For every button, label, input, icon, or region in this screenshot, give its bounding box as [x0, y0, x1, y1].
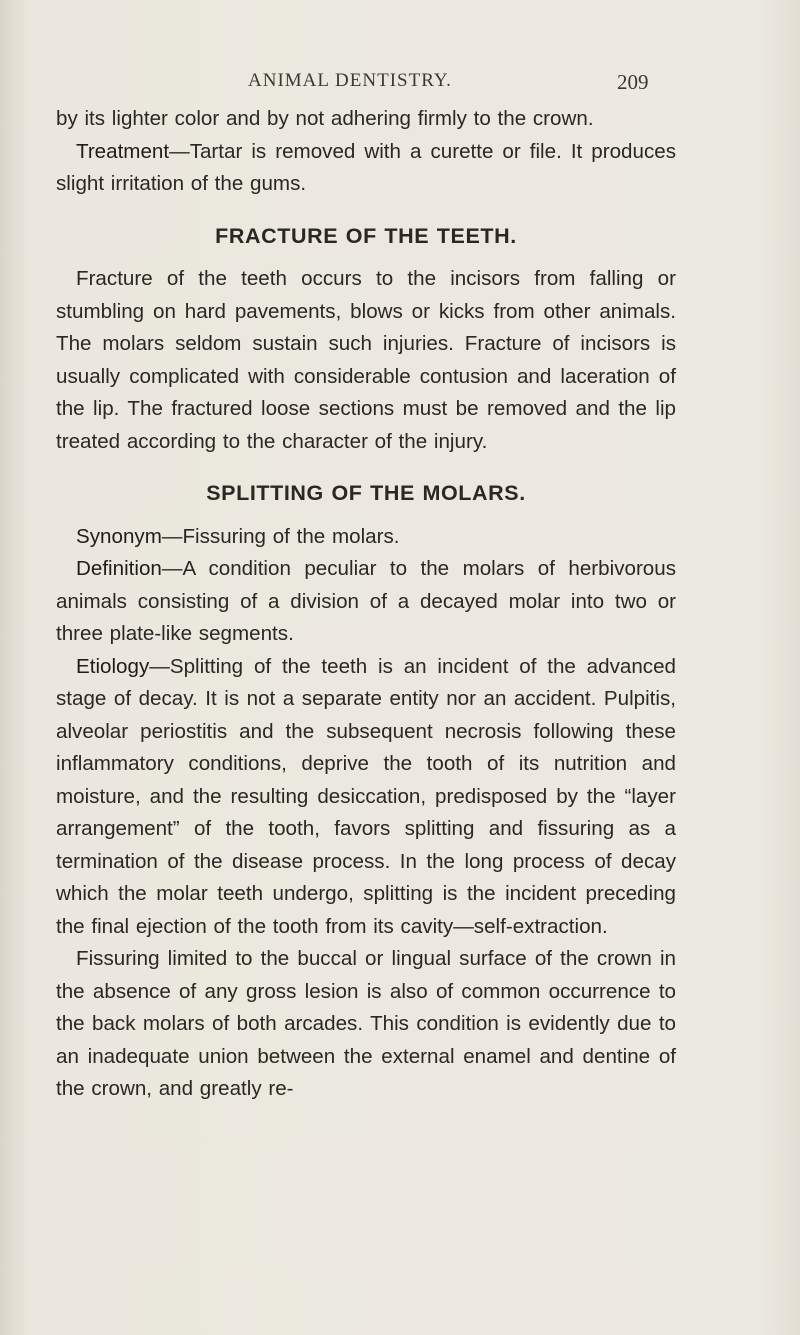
- page-number: 209: [617, 70, 649, 94]
- paragraph-fissuring: Fissuring limited to the buccal or lingual surface of the crown in the absence of any gross lesion is also of common occurrence to the back molars of both arcades. This condition is evidently due to an inadequate union between the external enamel and dentine of the crown, and greatly re-: [56, 947, 676, 1100]
- body-text: [56, 103, 676, 1106]
- paragraph-etiology: Etiology—Splitting of the teeth is an incident of the advanced stage of decay. It is not a separate entity nor an accident. Pulpitis, alveolar periostitis and the subsequent necrosis following these inflammatory conditions, deprive the tooth of its nutrition and moisture, and the resulting desiccation, predisposed by the “layer arrangement” of the tooth, favors splitting and fissuring as a termination of the disease process. In the long process of decay which the molar teeth undergo, splitting is the incident preceding the final ejection of the tooth from its cavity—self-extraction.: [56, 654, 676, 938]
- running-title: ANIMAL DENTISTRY.: [248, 70, 452, 91]
- paragraph-intro: by its lighter color and by not adhering firmly to the crown.: [56, 107, 594, 130]
- heading-fracture: FRACTURE OF THE TEETH.: [215, 223, 517, 248]
- synonym-label: Synonym: [76, 524, 162, 548]
- paragraph-fracture: Fracture of the teeth occurs to the incisors from falling or stumbling on hard pavements, blows or kicks from other animals. The molars seldom sustain such injuries. Fracture of incisors is usually complicated with considerable contusion and laceration of the lip. The fractured loose sections must be removed and the lip treated according to the character of the injury.: [56, 267, 676, 453]
- heading-splitting: SPLITTING OF THE MOLARS.: [206, 481, 526, 505]
- page-header: [0, 70, 800, 98]
- definition-label: Definition: [76, 557, 162, 580]
- paragraph-synonym: Synonym—Fissuring of the molars.: [76, 524, 400, 548]
- treatment-label: Treatment: [76, 139, 170, 163]
- paragraph-treatment: Treatment—Tartar is removed with a curette or file. It produces slight irritation of the gums.: [56, 139, 676, 195]
- etiology-label: Etiology: [76, 654, 150, 678]
- paragraph-definition: Definition—A condition peculiar to the molars of herbivorous animals consisting of a division of a decayed molar into two or three plate-like segments.: [56, 557, 676, 645]
